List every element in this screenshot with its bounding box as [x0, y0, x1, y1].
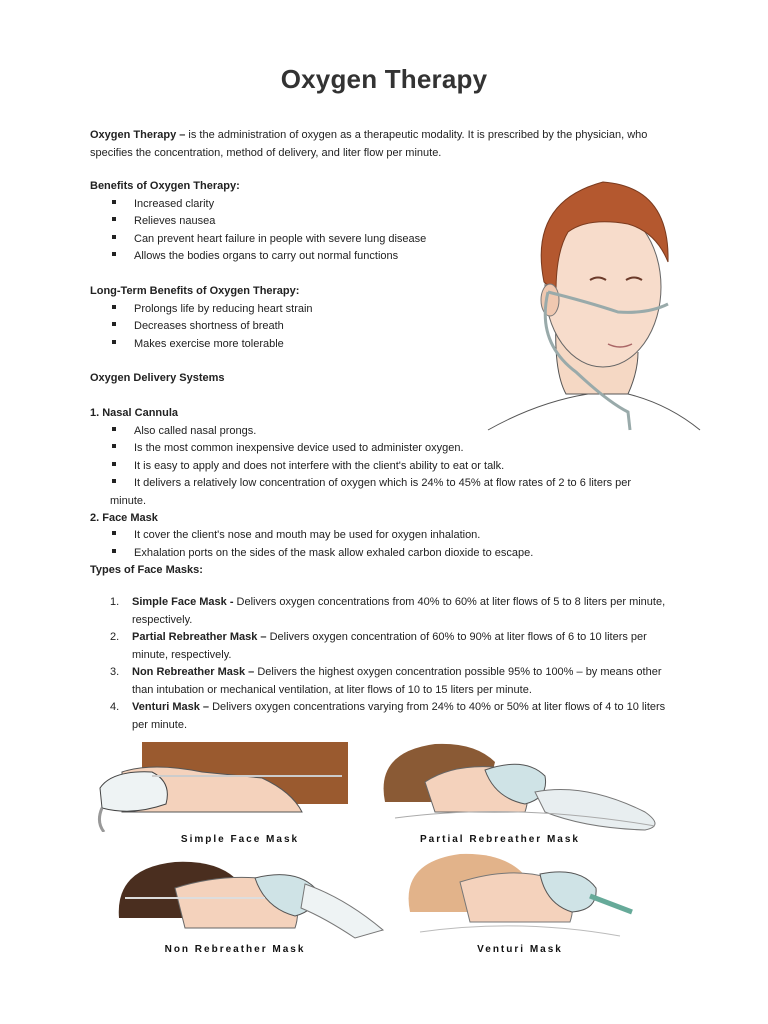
list-item: It is easy to apply and does not interfere with the client's ability to eat or talk.: [112, 460, 504, 472]
mask-name: Partial Rebreather Mask –: [132, 631, 267, 643]
nasal-cannula-illustration: [478, 172, 706, 434]
bullet-icon: [112, 252, 116, 256]
numbered-item: 1. Simple Face Mask - Delivers oxygen concentrations from 40% to 60% at liter flows of 5 to 8 liters per minute, respectively.: [110, 596, 666, 626]
list-item: Allows the bodies organs to carry out normal functions: [112, 250, 398, 262]
benefits-heading: Benefits of Oxygen Therapy:: [90, 180, 240, 192]
bullet-icon: [112, 305, 116, 309]
types-heading: Types of Face Masks:: [90, 564, 203, 576]
list-item: Relieves nausea: [112, 215, 215, 227]
long-term-heading: Long-Term Benefits of Oxygen Therapy:: [90, 285, 300, 297]
non-rebreather-illustration: [115, 858, 385, 940]
numbered-item: 2. Partial Rebreather Mask – Delivers oxygen concentration of 60% to 90% at liter flows of 6 to 10 liters per minute, respectively.: [110, 631, 647, 661]
list-item: Makes exercise more tolerable: [112, 338, 284, 350]
list-item: It delivers a relatively low concentration of oxygen which is 24% to 45% at flow rates of 2 to 6 liters per: [112, 477, 631, 489]
list-item: Can prevent heart failure in people with severe lung disease: [112, 233, 426, 245]
bullet-icon: [112, 444, 116, 448]
bullet-icon: [112, 427, 116, 431]
intro-paragraph: [90, 126, 690, 162]
list-item: Exhalation ports on the sides of the mask allow exhaled carbon dioxide to escape.: [112, 547, 533, 559]
simple-face-mask-illustration: [92, 742, 348, 832]
bullet-icon: [112, 200, 116, 204]
intro-term: Oxygen Therapy –: [90, 129, 186, 141]
caption-partial-rebreather-mask: Partial Rebreather Mask: [420, 834, 580, 845]
face-mask-heading: 2. Face Mask: [90, 512, 158, 524]
bullet-icon: [112, 549, 116, 553]
bullet-icon: [112, 217, 116, 221]
list-item: It cover the client's nose and mouth may be used for oxygen inhalation.: [112, 529, 480, 541]
caption-non-rebreather-mask: Non Rebreather Mask: [164, 944, 306, 955]
page-title: Oxygen Therapy: [280, 64, 488, 94]
list-item: Is the most common inexpensive device used to administer oxygen.: [112, 442, 464, 454]
bullet-icon: [112, 531, 116, 535]
mask-name: Simple Face Mask -: [132, 596, 234, 608]
list-item: Prolongs life by reducing heart strain: [112, 303, 313, 315]
bullet-icon: [112, 322, 116, 326]
numbered-item: 3. Non Rebreather Mask – Delivers the highest oxygen concentration possible 95% to 100% – by means other than intubation or mechanical ventilation, at liter flows of 10 to 15 liters per minute.: [110, 666, 662, 696]
venturi-mask-illustration: [400, 852, 645, 938]
list-item: Decreases shortness of breath: [112, 320, 284, 332]
mask-name: Venturi Mask –: [132, 701, 210, 713]
list-item: Increased clarity: [112, 198, 214, 210]
bullet-icon: [112, 340, 116, 344]
partial-rebreather-illustration: [365, 742, 665, 832]
mask-name: Non Rebreather Mask –: [132, 666, 255, 678]
bullet-icon: [112, 235, 116, 239]
bullet-icon: [112, 462, 116, 466]
intro-text: is the administration of oxygen as a therapeutic modality. It is prescribed by the physician, who specifies the concentration, method of delivery, and liter flow per minute.: [90, 129, 648, 159]
numbered-item: 4. Venturi Mask – Delivers oxygen concentrations varying from 24% to 40% or 50% at liter flows of 4 to 10 liters per minute.: [110, 701, 666, 731]
list-item-continuation: minute.: [110, 495, 147, 507]
caption-simple-face-mask: Simple Face Mask: [180, 834, 300, 845]
list-item: Also called nasal prongs.: [112, 425, 256, 437]
delivery-heading: Oxygen Delivery Systems: [90, 372, 225, 384]
caption-venturi-mask: Venturi Mask: [477, 944, 563, 955]
bullet-icon: [112, 479, 116, 483]
nasal-cannula-heading: 1. Nasal Cannula: [90, 407, 179, 419]
